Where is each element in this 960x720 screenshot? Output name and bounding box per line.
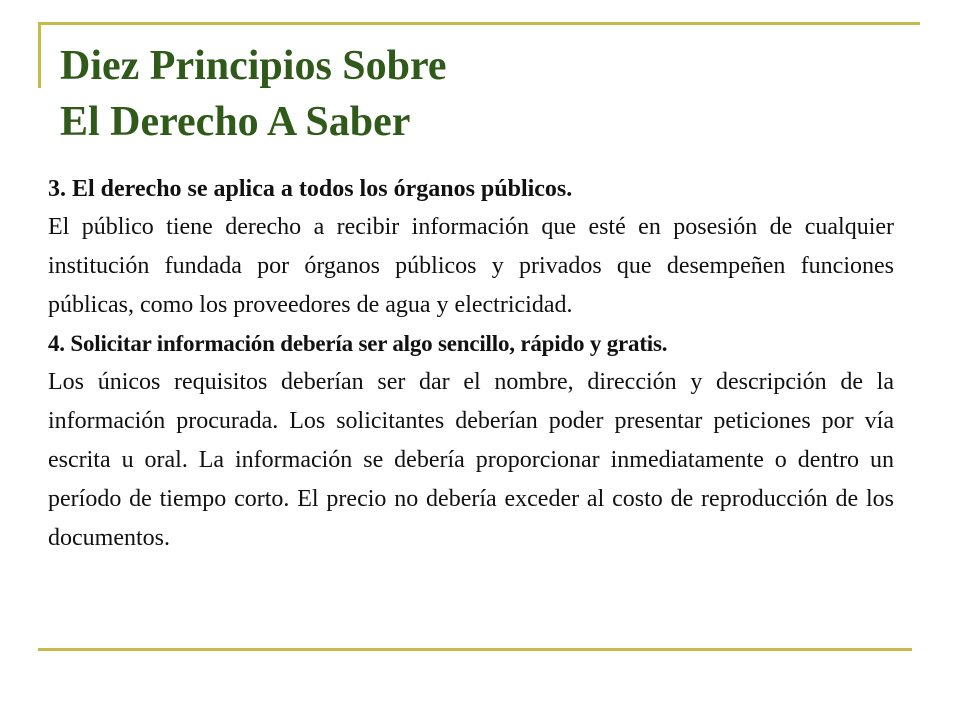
slide-title-line-2: El Derecho A Saber (60, 99, 411, 145)
principle-3-heading: 3. El derecho se aplica a todos los órganos públicos. (48, 176, 573, 202)
principle-3-body: El público tiene derecho a recibir información que esté en posesión de cualquier institución fundada por órganos públicos y privados que desempeñen funciones públicas, como los proveedores de agua y electricidad. (48, 214, 894, 318)
slide-content (48, 170, 894, 558)
bottom-divider (38, 648, 912, 651)
slide-title-line-1: Diez Principios Sobre (60, 43, 447, 89)
left-divider (38, 22, 41, 88)
principle-4-body: Los únicos requisitos deberían ser dar el nombre, dirección y descripción de la información procurada. Los solicitantes deberían poder presentar peticiones por vía escrita u oral. La información se debería proporcionar inmediatamente o dentro un período de tiempo corto. El precio no debería exceder al costo de reproducción de los documentos. (48, 369, 894, 551)
top-divider (38, 22, 920, 25)
principle-4-heading: 4. Solicitar información debería ser algo sencillo, rápido y gratis. (48, 331, 668, 356)
slide-title (60, 38, 447, 150)
